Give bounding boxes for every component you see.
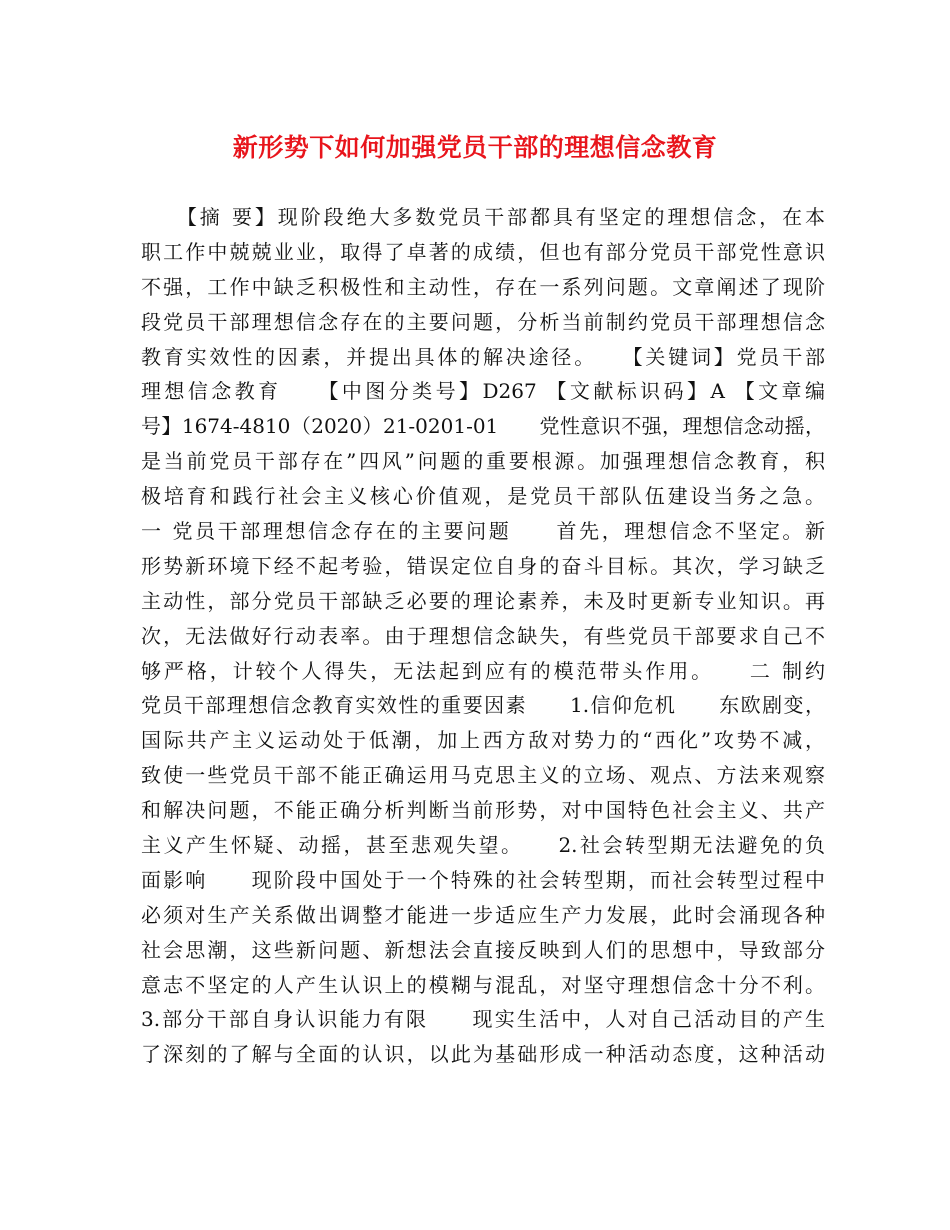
body-text-line: 够严格，计较个人得失，无法起到应有的模范带头作用。 二 制约 [141,658,825,683]
body-text-line: 主动性，部分党员干部缺乏必要的理论素养，未及时更新专业知识。再 [141,588,825,613]
body-text-line: 教育实效性的因素，并提出具体的解决途径。 【关键词】党员干部 [141,344,825,369]
body-text-line: 是当前党员干部存在”四风”问题的重要根源。加强理想信念教育，积 [141,449,825,474]
body-text-line: 社会思潮，这些新问题、新想法会直接反映到人们的思想中，导致部分 [141,937,825,962]
body-text-line: 和解决问题，不能正确分析判断当前形势，对中国特色社会主义、共产 [141,798,825,823]
body-text-line: 面影响 现阶段中国处于一个特殊的社会转型期，而社会转型过程中 [141,867,825,892]
body-text-line: 段党员干部理想信念存在的主要问题，分析当前制约党员干部理想信念 [141,309,825,334]
body-text-line: 不强，工作中缺乏积极性和主动性，存在一系列问题。文章阐述了现阶 [141,274,825,299]
body-text-line: 必须对生产关系做出调整才能进一步适应生产力发展，此时会涌现各种 [141,902,825,927]
body-text-line: 号】1674-4810（2020）21-0201-01 党性意识不强，理想信念动摇， [141,414,825,439]
body-text-line: 国际共产主义运动处于低潮，加上西方敌对势力的“西化”攻势不减， [141,728,825,753]
body-text-line: 职工作中兢兢业业，取得了卓著的成绩，但也有部分党员干部党性意识 [141,239,825,264]
body-text-line: 了深刻的了解与全面的认识，以此为基础形成一种活动态度，这种活动 [141,1042,825,1067]
body-text-line: 次，无法做好行动表率。由于理想信念缺失，有些党员干部要求自己不 [141,623,825,648]
body-text-line: 一 党员干部理想信念存在的主要问题 首先，理想信念不坚定。新 [141,519,825,544]
body-text-line: 理想信念教育 【中图分类号】D267 【文献标识码】A 【文章编 [141,379,825,404]
body-text-line: 意志不坚定的人产生认识上的模糊与混乱，对坚守理想信念十分不利。 [141,972,825,997]
document-body [141,200,825,1072]
body-text-line: 致使一些党员干部不能正确运用马克思主义的立场、观点、方法来观察 [141,763,825,788]
body-text-line: 【摘 要】现阶段绝大多数党员干部都具有坚定的理想信念，在本 [141,205,825,229]
body-text-line: 形势新环境下经不起考验，错误定位自身的奋斗目标。其次，学习缺乏 [141,553,825,578]
body-text-line: 3.部分干部自身认识能力有限 现实生活中，人对自己活动目的产生 [141,1007,825,1032]
body-text-line: 主义产生怀疑、动摇，甚至悲观失望。 2.社会转型期无法避免的负 [141,833,825,858]
body-text-line: 党员干部理想信念教育实效性的重要因素 1.信仰危机 东欧剧变， [141,693,825,718]
body-text-line: 极培育和践行社会主义核心价值观，是党员干部队伍建设当务之急。 [141,484,825,509]
document-title: 新形势下如何加强党员干部的理想信念教育 [232,133,718,162]
